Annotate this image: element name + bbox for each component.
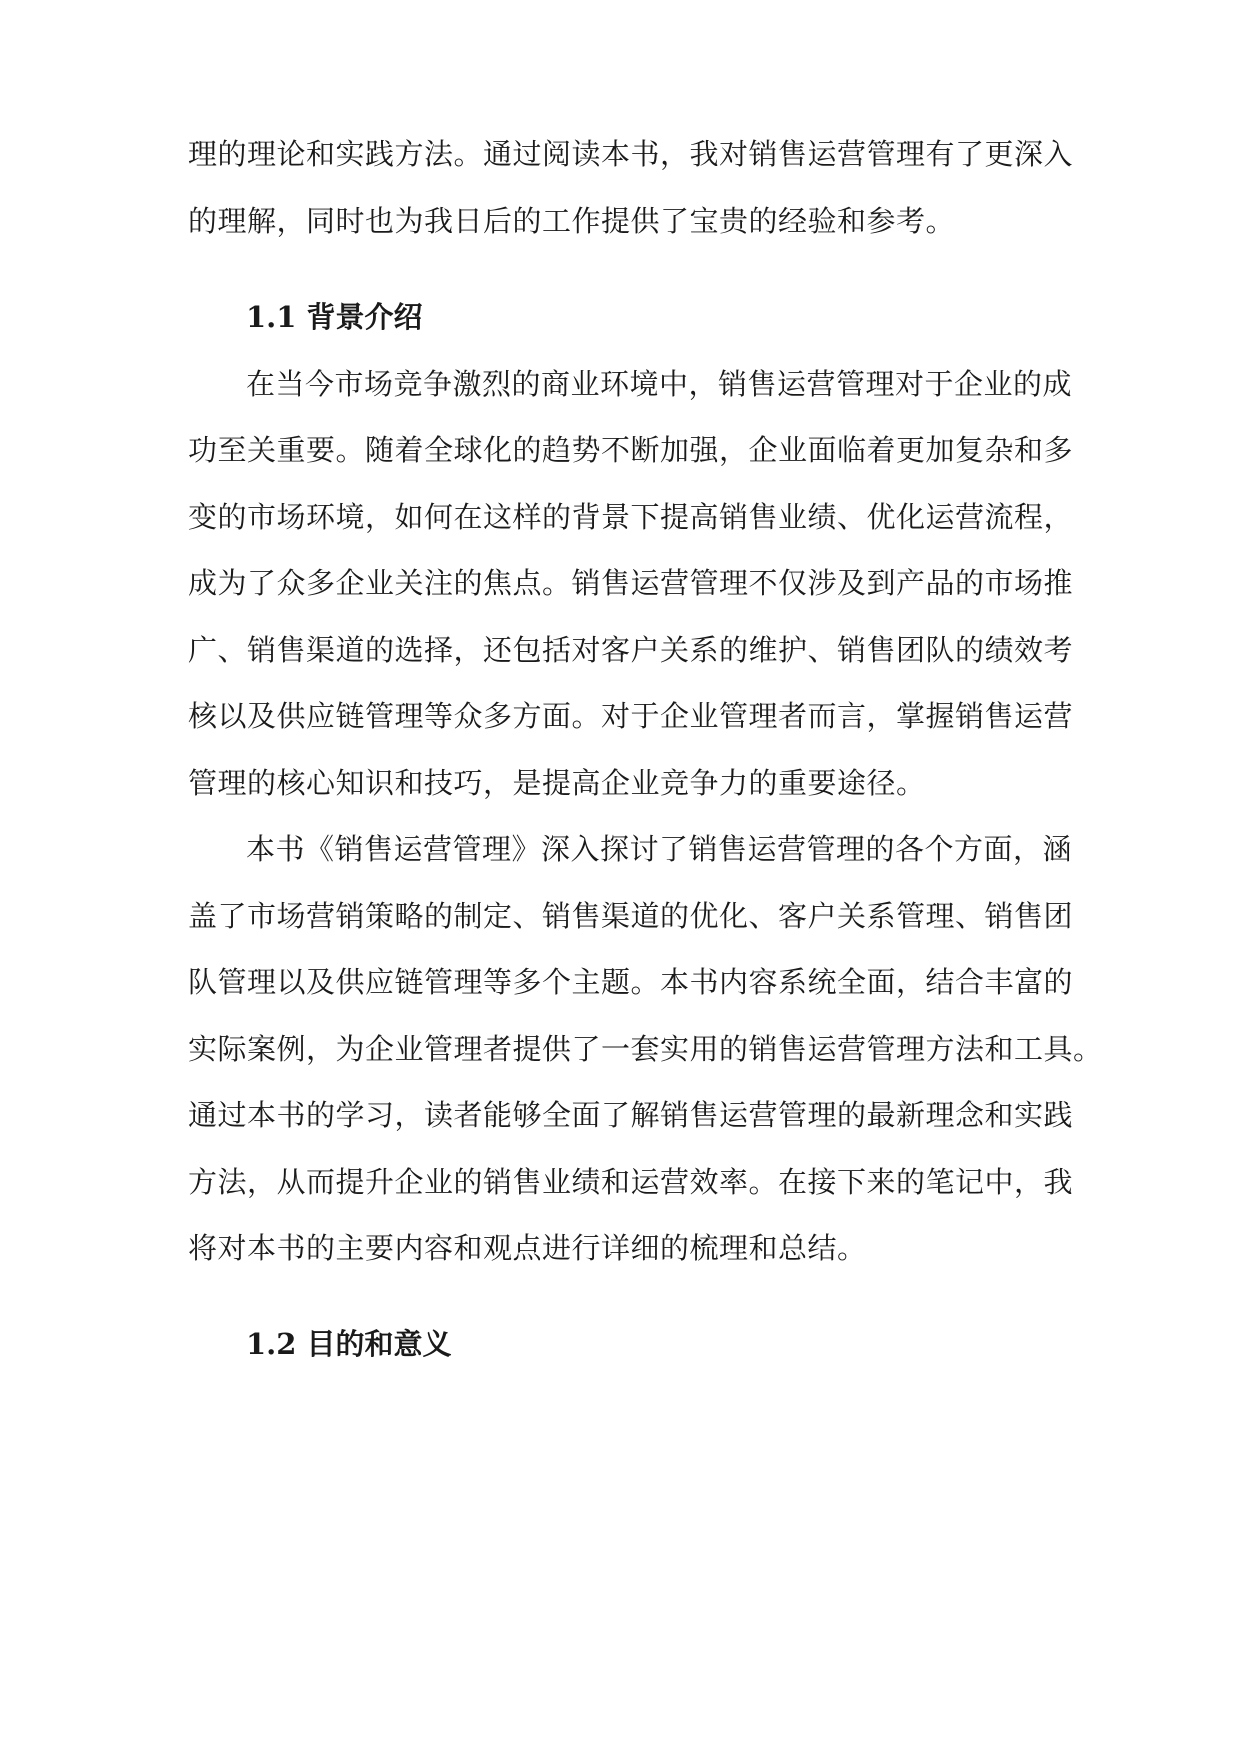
text-line: 管理的核心知识和技巧，是提高企业竞争力的重要途径。 <box>188 766 926 800</box>
text-line: 核以及供应链管理等众多方面。对于企业管理者而言，掌握销售运营 <box>188 699 1074 733</box>
text-line: 功至关重要。随着全球化的趋势不断加强，企业面临着更加复杂和多 <box>188 433 1074 467</box>
text-line: 队管理以及供应链管理等多个主题。本书内容系统全面，结合丰富的 <box>188 965 1074 999</box>
text-line: 的理解，同时也为我日后的工作提供了宝贵的经验和参考。 <box>188 204 956 238</box>
section-heading-1-1: 1.1 背景介绍 <box>246 300 423 334</box>
text-line: 在当今市场竞争激烈的商业环境中，销售运营管理对于企业的成 <box>246 367 1073 401</box>
text-line: 方法，从而提升企业的销售业绩和运营效率。在接下来的笔记中，我 <box>188 1165 1074 1199</box>
text-line: 广、销售渠道的选择，还包括对客户关系的维护、销售团队的绩效考 <box>188 633 1074 667</box>
text-line: 理的理论和实践方法。通过阅读本书，我对销售运营管理有了更深入 <box>188 137 1074 171</box>
text-line: 将对本书的主要内容和观点进行详细的梳理和总结。 <box>188 1231 867 1265</box>
text-line: 通过本书的学习，读者能够全面了解销售运营管理的最新理念和实践 <box>188 1098 1074 1132</box>
text-line: 盖了市场营销策略的制定、销售渠道的优化、客户关系管理、销售团 <box>188 899 1074 933</box>
text-line: 变的市场环境，如何在这样的背景下提高销售业绩、优化运营流程， <box>188 500 1074 534</box>
text-line: 本书《销售运营管理》深入探讨了销售运营管理的各个方面，涵 <box>246 832 1073 866</box>
section-heading-1-2: 1.2 目的和意义 <box>246 1327 452 1361</box>
text-line: 成为了众多企业关注的焦点。销售运营管理不仅涉及到产品的市场推 <box>188 566 1074 600</box>
text-line: 实际案例，为企业管理者提供了一套实用的销售运营管理方法和工具。 <box>188 1032 1103 1066</box>
